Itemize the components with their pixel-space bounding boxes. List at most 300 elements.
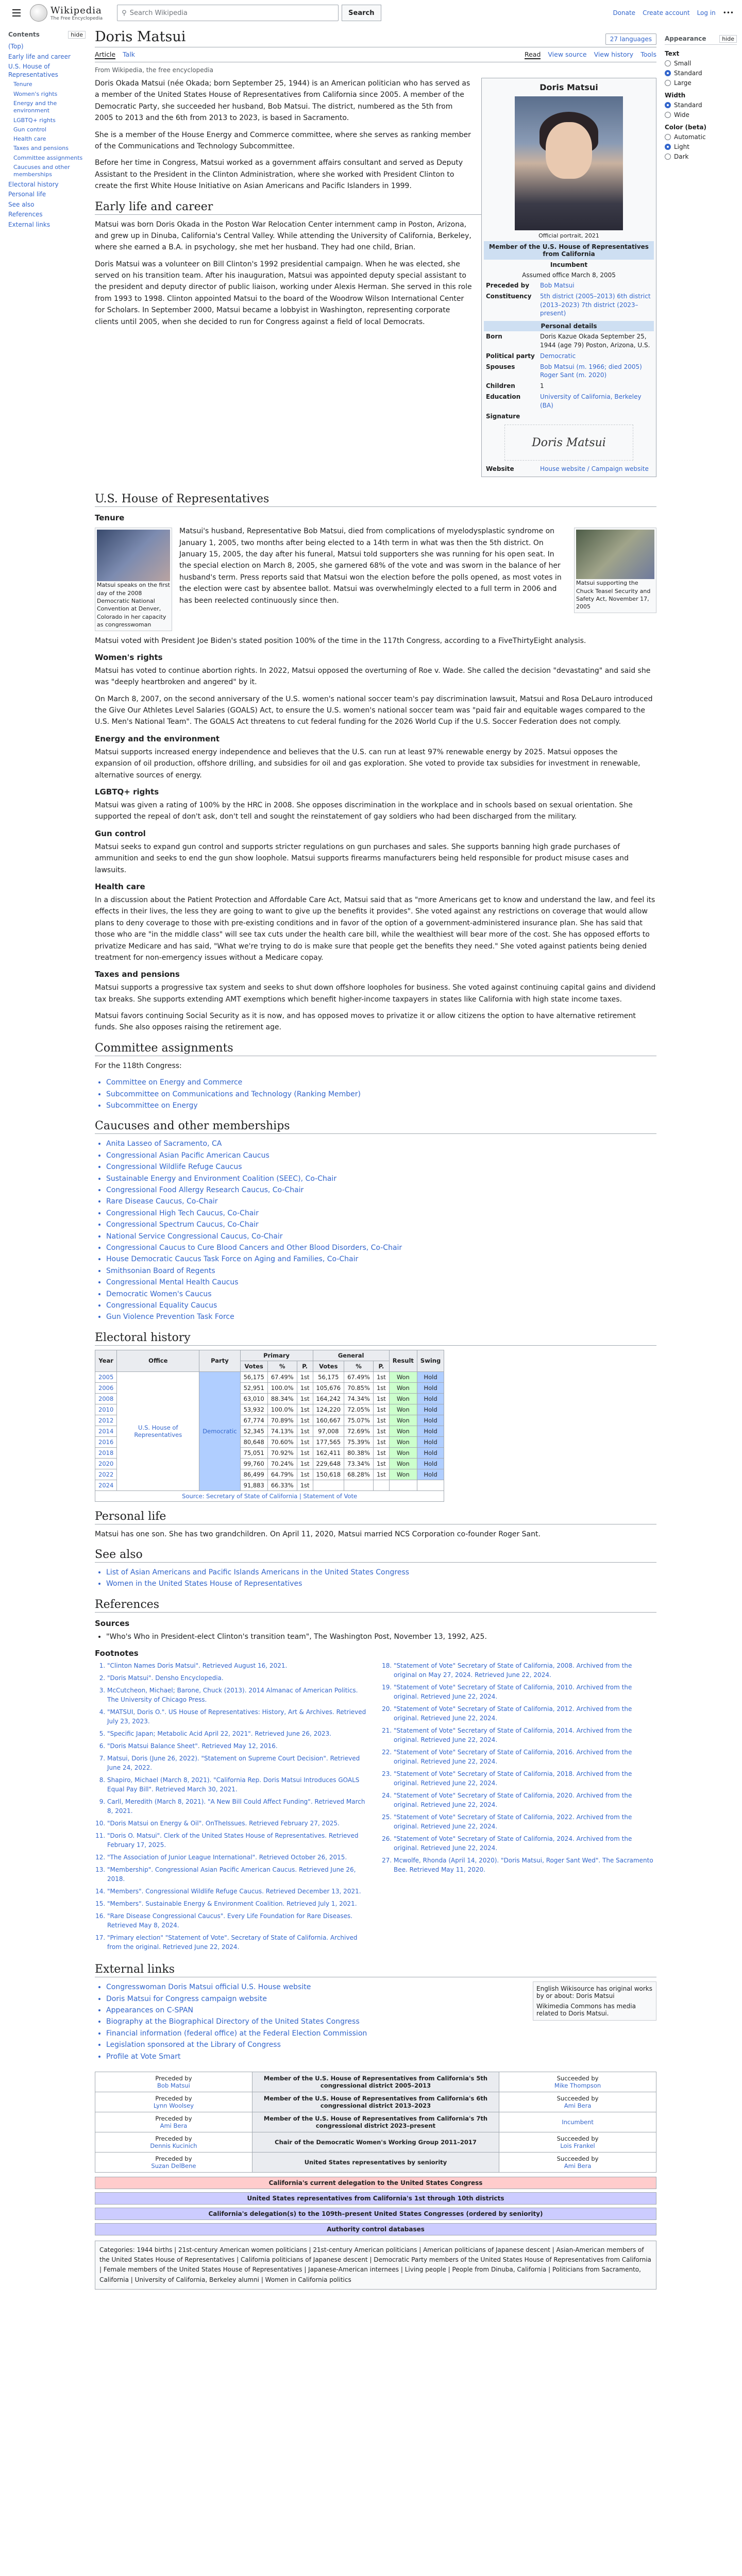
col-result: Result <box>389 1350 417 1371</box>
born-row: Born Doris Kazue Okada September 25, 1944 (age 79) Poston, Arizona, U.S. <box>486 333 650 349</box>
external-link-item[interactable]: • Biography at the Biographical Directory of the United States Congress <box>106 2016 656 2027</box>
col-sub: P. <box>297 1361 313 1371</box>
succession-next-link[interactable]: Ami Bera <box>564 2102 592 2109</box>
search-placeholder: Search Wikipedia <box>129 9 188 17</box>
signature-row: Signature <box>486 412 520 420</box>
footnote-item[interactable]: 11. "Doris O. Matsui". Clerk of the United States House of Representatives. Retrieved February 17, 2025. <box>107 1831 370 1850</box>
section-see-also: See also <box>95 1548 656 1563</box>
footnote-item[interactable]: 4. "MATSUI, Doris O.". US House of Representatives: History, Art & Archives. Retrieved July 23, 2023. <box>107 1707 370 1726</box>
cell: Won <box>389 1393 417 1404</box>
external-link-item[interactable]: • Legislation sponsored at the Library of Congress <box>106 2039 656 2050</box>
caucus-item[interactable]: • Democratic Women's Caucus <box>106 1289 656 1300</box>
cell: 53,932 <box>240 1404 267 1415</box>
languages-button[interactable]: 27 languages <box>605 33 656 45</box>
user-links <box>613 9 734 16</box>
footnote-item[interactable]: 8. Shapiro, Michael (March 8, 2021). "California Rep. Doris Matsui Introduces GOALS Equal Pay Bill". Retrieved March 30, 2021. <box>107 1775 370 1794</box>
cell: 74.13% <box>267 1426 297 1436</box>
text-small-option[interactable]: Small <box>665 60 737 67</box>
cell: Hold <box>417 1436 444 1447</box>
sources-heading: Sources <box>95 1618 130 1628</box>
toc-item[interactable]: Caucuses and other memberships <box>13 164 70 178</box>
footnote-item[interactable]: 18. "Statement of Vote" Secretary of State of California, 2008. Archived from the original on May 27, 2024. Retrieved June 22, 2024. <box>394 1661 656 1680</box>
cell: 1st <box>297 1447 313 1458</box>
personal-details-header: Personal details <box>484 321 654 331</box>
cell: 70.60% <box>267 1436 297 1447</box>
cell-year[interactable]: 2010 <box>95 1404 117 1415</box>
cell: 1st <box>373 1415 389 1426</box>
cell: 1st <box>373 1371 389 1382</box>
tenure-paragraph-1: Matsui's husband, Representative Bob Matsui, died from complications of myelodysplastic syndrome on January 1, 2005, two months after being elected to a 14th term in what was then the 5th district. On January 15, 2005, the day after his funeral, Matsui told supporters she was running for his open seat. In the special election on March 8, 2005, she garnered 68% of the vote and was sworn in the balance of her husband's term. Press reports said that Matsui won the election before the polls opened, as most votes in the election were cast by absentee ballot. Matsui was overwhelmingly elected to a full term in 2006 and has been reelected continuously since then. <box>179 527 562 605</box>
succession-next-link[interactable]: Ami Bera <box>564 2162 592 2170</box>
col-year: Year <box>95 1350 117 1371</box>
succession-mid: United States representatives by seniority <box>252 2152 499 2172</box>
cell: 88.34% <box>267 1393 297 1404</box>
section-taxes: Taxes and pensions <box>95 970 180 979</box>
width-standard-option[interactable]: Standard <box>665 101 737 109</box>
cell: 80,648 <box>240 1436 267 1447</box>
early-paragraph-2: Doris Matsui was a volunteer on Bill Clinton's 1992 presidential campaign. When he was elected, she served on his transition team. After his inauguration, Matsui was appointed deputy special assistant to the president and deputy director of public liaison, working under Alexis Herman. She served in this role from 1993 to 1998. Clinton appointed Matsui to the board of the Woodrow Wilson International Center for Scholars. In September 2000, Matsui became a lobbyist in Washington, representing corporate clients until 2005, when she decided to run for Congress against a field of local Democrats. <box>95 260 472 326</box>
main-menu-button[interactable] <box>8 5 25 21</box>
committee-item[interactable]: • Committee on Energy and Commerce <box>106 1077 656 1088</box>
succession-next-link[interactable]: Lois Frankel <box>560 2142 595 2149</box>
footnote-item[interactable]: 2. "Doris Matsui". Densho Encyclopedia. <box>107 1673 370 1683</box>
website-link[interactable]: House website / Campaign website <box>540 465 649 473</box>
toc-title: Contents <box>8 31 40 38</box>
tab-talk[interactable]: Talk <box>123 50 136 58</box>
see-also-item[interactable]: • Women in the United States House of Representatives <box>106 1578 656 1589</box>
caucus-item[interactable]: • Gun Violence Prevention Task Force <box>106 1311 656 1323</box>
footnotes-col-2 <box>381 1661 656 1955</box>
energy-paragraph: Matsui supports increased energy independence and believes that the U.S. can run at least 97% renewable energy by 2025. Matsui opposes the expansion of oil production, offshore drilling, and subsidies for oil and gas exploration. She voted to provide tax subsidies for investment in renewable, alternative sources of energy. <box>95 748 640 779</box>
cell: Hold <box>417 1426 444 1436</box>
footnote-item[interactable]: 22. "Statement of Vote" Secretary of State of California, 2016. Archived from the original. Retrieved June 22, 2024. <box>394 1748 656 1766</box>
tab-view-source[interactable]: View source <box>548 50 587 58</box>
section-gun-control: Gun control <box>95 828 146 838</box>
cell: 1st <box>297 1480 313 1490</box>
text-size-title: Text <box>665 50 680 57</box>
cell: 70.85% <box>344 1382 374 1393</box>
lgbt-paragraph: Matsui was given a rating of 100% by the HRC in 2008. She opposes discrimination in the workplace and in schools based on sexual orientation. She supported the repeal of don't ask, don't tell and sought the reinstatement of gay soldiers who had been discharged from the military. <box>95 801 633 821</box>
succession-row <box>95 2112 656 2132</box>
toc-item[interactable]: Energy and the environment <box>13 99 57 114</box>
footnote-item[interactable]: 26. "Statement of Vote" Secretary of State of California, 2024. Archived from the original. Retrieved June 22, 2024. <box>394 1834 656 1853</box>
table-of-contents <box>8 31 86 231</box>
toc-item[interactable]: U.S. House of Representatives <box>8 63 58 78</box>
wordmark: Wikipedia <box>50 5 102 16</box>
footnote-item[interactable]: 15. "Members". Sustainable Energy & Environment Coalition. Retrieved July 1, 2021. <box>107 1899 370 1908</box>
footnote-item[interactable]: 14. "Members". Congressional Wildlife Refuge Caucus. Retrieved December 13, 2021. <box>107 1887 370 1896</box>
cell-year[interactable]: 2014 <box>95 1426 117 1436</box>
cell: Won <box>389 1469 417 1480</box>
cell: 73.34% <box>344 1458 374 1469</box>
succession-row <box>95 2152 656 2172</box>
toc-item[interactable]: Health care <box>13 135 46 143</box>
article-content <box>95 29 656 2576</box>
personal-paragraph: Matsui has one son. She has two grandchildren. On April 11, 2020, Matsui married NCS Corporation co-founder Roger Sant. <box>95 1530 541 1538</box>
safety-act-figure <box>574 528 656 613</box>
table-source[interactable]: Source: Secretary of State of California | Statement of Vote <box>95 1490 444 1501</box>
cell: Hold <box>417 1404 444 1415</box>
external-link-item[interactable]: • Appearances on C-SPAN <box>106 2005 656 2016</box>
table-source-row <box>95 1490 444 1501</box>
text-standard-option[interactable]: Standard <box>665 70 737 77</box>
tagline: The Free Encyclopedia <box>50 15 103 21</box>
toc-item[interactable]: Personal life <box>8 191 46 198</box>
cell: Won <box>389 1382 417 1393</box>
cell: Won <box>389 1371 417 1382</box>
section-personal-life: Personal life <box>95 1510 656 1524</box>
cell-year[interactable]: 2022 <box>95 1469 117 1480</box>
tab-tools[interactable]: Tools <box>640 50 656 58</box>
col-swing: Swing <box>417 1350 444 1371</box>
see-also-item[interactable]: • List of Asian Americans and Pacific Islands Americans in the United States Congress <box>106 1567 656 1578</box>
create-account-link[interactable]: Create account <box>643 9 690 16</box>
site-sub: From Wikipedia, the free encyclopedia <box>95 66 213 74</box>
toc-item[interactable]: Gun control <box>13 126 47 133</box>
cell: 52,345 <box>240 1426 267 1436</box>
cell: 1st <box>297 1415 313 1426</box>
children-row: Children 1 <box>486 382 544 390</box>
section-references: References <box>95 1598 656 1613</box>
caucus-item[interactable]: • Anita Lasseo of Sacramento, CA <box>106 1138 656 1149</box>
width-wide-option[interactable]: Wide <box>665 111 737 118</box>
signature-image: Doris Matsui <box>504 425 633 461</box>
category-links[interactable]: Categories: 1944 births | 21st-century American women politicians | 21st-century American politicians | American politicians of Japanese descent | Asian-American members of the United States House of Representatives | California politicians of Japanese descent | Democratic Party members of the United States House of Representatives from California | Female members of the United States House of Representatives | Japanese-American internees | Living people | People from Dinuba, California | Politicians from Sacramento, California | University of California, Berkeley alumni | Women in California politics <box>95 2241 656 2290</box>
caucus-item[interactable]: • National Service Congressional Caucus, Co-Chair <box>106 1231 656 1242</box>
convention-caption: Matsui speaks on the first day of the 2008 Democratic National Convention at Denver, Colorado in her capacity as congresswoman <box>97 582 170 629</box>
cell: Hold <box>417 1447 444 1458</box>
navbox-title[interactable]: California's delegation(s) to the 109th–present United States Congresses (ordered by seniority) <box>95 2208 656 2219</box>
committee-item[interactable]: • Subcommittee on Energy <box>106 1100 656 1111</box>
cell <box>344 1480 374 1490</box>
cell: 86,499 <box>240 1469 267 1480</box>
cell: Hold <box>417 1371 444 1382</box>
incumbent-label: Incumbent <box>550 261 588 268</box>
cell: 1st <box>297 1393 313 1404</box>
cell: 124,220 <box>313 1404 344 1415</box>
cell: 56,175 <box>313 1371 344 1382</box>
succession-prev-link[interactable]: Bob Matsui <box>157 2081 190 2089</box>
caucus-item[interactable]: • Congressional Mental Health Caucus <box>106 1277 656 1288</box>
succession-mid: Member of the U.S. House of Representatives from California's 5th congressional district 2005–2013 <box>252 2072 499 2092</box>
cell-year[interactable]: 2024 <box>95 1480 117 1490</box>
footnote-item[interactable]: 10. "Doris Matsui on Energy & Oil". OnTheIssues. Retrieved February 27, 2025. <box>107 1819 370 1828</box>
cell: 1st <box>373 1382 389 1393</box>
cell <box>373 1480 389 1490</box>
caucus-item[interactable]: • Congressional Food Allergy Research Caucus, Co-Chair <box>106 1184 656 1196</box>
section-health-care: Health care <box>95 882 145 891</box>
caucus-item[interactable]: • Rare Disease Caucus, Co-Chair <box>106 1196 656 1207</box>
cell: 1st <box>373 1393 389 1404</box>
education-link[interactable]: University of California, Berkeley (BA) <box>540 393 642 409</box>
toc-item[interactable]: Women's rights <box>13 90 58 97</box>
color-light-option[interactable]: Light <box>665 143 737 150</box>
cell: 70.92% <box>267 1447 297 1458</box>
toc-item[interactable]: Tenure <box>13 81 32 88</box>
cell: 105,676 <box>313 1382 344 1393</box>
col-sub: P. <box>373 1361 389 1371</box>
section-footnotes: Footnotes <box>95 1649 139 1658</box>
convention-figure <box>95 528 172 631</box>
col-sub: Votes <box>240 1361 267 1371</box>
toc-item[interactable]: Early life and career <box>8 53 71 60</box>
cell: 63,010 <box>240 1393 267 1404</box>
cell: 164,242 <box>313 1393 344 1404</box>
succession-right: Succeeded by Ami Bera <box>499 2092 656 2112</box>
tab-article[interactable]: Article <box>95 50 116 58</box>
footnote-item[interactable]: 16. "Rare Disease Congressional Caucus". Every Life Foundation for Rare Diseases. Retrieved May 8, 2024. <box>107 1911 370 1930</box>
women-paragraph-1: Matsui has voted to continue abortion rights. In 2022, Matsui opposed the overturning of Roe v. Wade. She called the decision "devastating" and said she was "deeply heartbroken and angered" by it. <box>95 666 651 687</box>
gun-paragraph: Matsui seeks to expand gun control and supports stricter regulations on gun purchases and sales. She supports banning high grade purchases of ammunition and seeks to end the gun show loophole. Matsui supports firearms manufacturers being held responsible for product misuse cases and lawsuits. <box>95 842 629 874</box>
cell: Hold <box>417 1458 444 1469</box>
cell: 91,883 <box>240 1480 267 1490</box>
footnote-item[interactable]: 23. "Statement of Vote" Secretary of State of California, 2018. Archived from the original. Retrieved June 22, 2024. <box>394 1769 656 1788</box>
caucus-list <box>106 1138 656 1323</box>
website-row: Website House website / Campaign website <box>484 464 654 474</box>
safety-act-image[interactable] <box>576 530 654 579</box>
footnotes-col-1 <box>95 1661 370 1955</box>
tenure-paragraph-2: Matsui voted with President Joe Biden's stated position 100% of the time in the 117th Congress, according to a FiveThirtyEight analysis. <box>95 636 586 645</box>
portrait-image[interactable] <box>515 96 623 230</box>
safety-act-caption: Matsui supporting the Chuck Teasel Security and Safety Act, November 17, 2005 <box>576 580 651 611</box>
cell <box>313 1480 344 1490</box>
footnote-item[interactable]: 12. "The Association of Junior League International". Retrieved October 26, 2015. <box>107 1853 370 1862</box>
cell-year[interactable]: 2018 <box>95 1447 117 1458</box>
cell: 229,648 <box>313 1458 344 1469</box>
convention-image[interactable] <box>97 530 170 581</box>
cell: 52,951 <box>240 1382 267 1393</box>
succession-right: Succeeded by Lois Frankel <box>499 2132 656 2152</box>
toc-item[interactable]: See also <box>8 200 35 208</box>
cell: 75.39% <box>344 1436 374 1447</box>
committee-list <box>106 1077 656 1111</box>
external-link-item[interactable]: • Congresswoman Doris Matsui official U.S. House website <box>106 1981 656 1993</box>
text-large-option[interactable]: Large <box>665 79 737 87</box>
cell: 75,051 <box>240 1447 267 1458</box>
col-primary: Primary <box>240 1350 313 1361</box>
footnote-item[interactable]: 24. "Statement of Vote" Secretary of State of California, 2020. Archived from the original. Retrieved June 22, 2024. <box>394 1791 656 1809</box>
source-item[interactable]: • "Who's Who in President-elect Clinton's transition team", The Washington Post, November 13, 1992, A25. <box>106 1631 656 1642</box>
portrait-caption: Official portrait, 2021 <box>538 232 599 239</box>
globe-icon <box>30 4 47 22</box>
appearance-panel <box>665 31 737 163</box>
caucus-item[interactable]: • Congressional Asian Pacific American Caucus <box>106 1150 656 1161</box>
toc-item[interactable]: Taxes and pensions <box>13 145 69 152</box>
party-link[interactable]: Democratic <box>540 352 576 360</box>
cell: 100.0% <box>267 1404 297 1415</box>
toc-item[interactable]: References <box>8 211 43 218</box>
cell: Won <box>389 1458 417 1469</box>
section-lgbt: LGBTQ+ rights <box>95 787 159 797</box>
footnote-item[interactable]: 20. "Statement of Vote" Secretary of State of California, 2012. Archived from the original. Retrieved June 22, 2024. <box>394 1704 656 1723</box>
color-dark-option[interactable]: Dark <box>665 153 737 160</box>
early-paragraph-1: Matsui was born Doris Okada in the Poston War Relocation Center internment camp in Poston, Arizona, and grew up in Dinuba, California's Central Valley. While attending the University of California, Berkeley, where she earned a B.A. in psychology, she met her husband. They had one child, Brian. <box>95 220 471 252</box>
caucus-item[interactable]: • Congressional Wildlife Refuge Caucus <box>106 1161 656 1173</box>
cell: Hold <box>417 1382 444 1393</box>
caucus-item[interactable]: • Congressional Caucus to Cure Blood Cancers and Other Blood Disorders, Co-Chair <box>106 1242 656 1253</box>
cell-year[interactable]: 2008 <box>95 1393 117 1404</box>
toc-item[interactable]: Electoral history <box>8 180 59 188</box>
col-office: Office <box>117 1350 199 1371</box>
appearance-hide-button[interactable]: hide <box>719 35 737 43</box>
section-womens-rights: Women's rights <box>95 652 163 662</box>
section-house: U.S. House of Representatives <box>95 493 656 507</box>
succession-prev-link[interactable]: Lynn Woolsey <box>153 2102 194 2109</box>
footnote-item[interactable]: 27. Mcwolfe, Rhonda (April 14, 2020). "Doris Matsui, Roger Sant Wed". The Sacramento Bee. Retrieved May 11, 2020. <box>394 1856 656 1874</box>
cell: 162,411 <box>313 1447 344 1458</box>
section-tenure: Tenure <box>95 513 125 523</box>
navbox-title[interactable]: Authority control databases <box>95 2224 656 2235</box>
cell: 1st <box>373 1447 389 1458</box>
footnote-item[interactable]: 25. "Statement of Vote" Secretary of State of California, 2022. Archived from the original. Retrieved June 22, 2024. <box>394 1812 656 1831</box>
succession-right: Succeeded by Ami Bera <box>499 2152 656 2172</box>
taxes-paragraph-2: Matsui favors continuing Social Security as it is now, and has opposed moves to privatize it or allow citizens the option to have alternative retirement funds. She also opposes raising the retirement age. <box>95 1012 636 1032</box>
external-link-item[interactable]: • Financial information (federal office) at the Federal Election Commission <box>106 2028 656 2039</box>
cell <box>389 1480 417 1490</box>
toc-list <box>8 43 86 229</box>
cell: 70.89% <box>267 1415 297 1426</box>
cell: 1st <box>297 1469 313 1480</box>
cell-year[interactable]: 2006 <box>95 1382 117 1393</box>
search-button[interactable]: Search <box>342 5 381 21</box>
cell: 75.07% <box>344 1415 374 1426</box>
cell: 1st <box>297 1458 313 1469</box>
login-link[interactable]: Log in <box>697 9 716 16</box>
succession-next-link[interactable]: Mike Thompson <box>554 2081 601 2089</box>
color-automatic-option[interactable]: Automatic <box>665 133 737 141</box>
spouses-row: Spouses Bob Matsui (m. 1966; died 2005) Roger Sant (m. 2020) <box>486 363 642 379</box>
cell-year[interactable]: 2005 <box>95 1371 117 1382</box>
preceded-row: Preceded by Bob Matsui <box>484 280 654 291</box>
succession-row <box>95 2132 656 2152</box>
party-row: Political party Democratic <box>484 351 654 362</box>
succession-prev-link[interactable]: Dennis Kucinich <box>150 2142 197 2149</box>
cell: 1st <box>297 1371 313 1382</box>
succession-left: Preceded by Ami Bera <box>95 2112 252 2132</box>
section-energy: Energy and the environment <box>95 734 220 743</box>
succession-left: Preceded by Bob Matsui <box>95 2072 252 2092</box>
infobox-title: Doris Matsui <box>539 82 598 92</box>
donate-link[interactable]: Donate <box>613 9 636 16</box>
preceded-link[interactable]: Bob Matsui <box>540 282 575 289</box>
navbox-title[interactable]: California's current delegation to the United States Congress <box>95 2177 656 2189</box>
succession-box <box>95 2072 656 2173</box>
footnote-item[interactable]: 6. "Doris Matsui Balance Sheet". Retrieved May 12, 2016. <box>107 1741 370 1751</box>
external-link-item[interactable]: • Profile at Vote Smart <box>106 2051 656 2062</box>
cell: 66.33% <box>267 1480 297 1490</box>
cell-party[interactable]: Democratic <box>199 1371 240 1490</box>
infobox <box>481 78 656 477</box>
cell: 67.49% <box>344 1371 374 1382</box>
wikisource-note[interactable]: English Wikisource has original works by or about: Doris Matsui <box>536 1985 653 2000</box>
footnote-item[interactable]: 3. McCutcheon, Michael; Barone, Chuck (2013). 2014 Almanac of American Politics. The University of Chicago Press. <box>107 1686 370 1704</box>
footnote-item[interactable]: 9. Carll, Meredith (March 8, 2021). "A New Bill Could Affect Funding". Retrieved March 8, 2021. <box>107 1797 370 1816</box>
electoral-history-table <box>95 1350 444 1502</box>
navbox <box>95 2177 656 2189</box>
color-title: Color (beta) <box>665 124 707 131</box>
succession-right: Succeeded by Mike Thompson <box>499 2072 656 2092</box>
wikipedia-logo[interactable] <box>30 4 103 22</box>
succession-prev-link[interactable]: Suzan DelBene <box>151 2162 196 2170</box>
cell: 1st <box>373 1469 389 1480</box>
cell: 67,774 <box>240 1415 267 1426</box>
footnote-item[interactable]: 19. "Statement of Vote" Secretary of State of California, 2010. Archived from the original. Retrieved June 22, 2024. <box>394 1683 656 1701</box>
tab-view-history[interactable]: View history <box>594 50 634 58</box>
table-row <box>95 1371 444 1382</box>
cell: 1st <box>297 1426 313 1436</box>
caucus-item[interactable]: • Smithsonian Board of Regents <box>106 1265 656 1277</box>
cell-office[interactable]: U.S. House of Representatives <box>117 1371 199 1490</box>
caucus-item[interactable]: • Congressional Spectrum Caucus, Co-Chair <box>106 1219 656 1230</box>
cell: 70.24% <box>267 1458 297 1469</box>
footnote-item[interactable]: 5. "Specific Japan; Metabolic Acid April 22, 2021". Retrieved June 26, 2023. <box>107 1729 370 1738</box>
footnote-item[interactable]: 7. Matsui, Doris (June 26, 2022). "Statement on Supreme Court Decision". Retrieved June 24, 2022. <box>107 1754 370 1772</box>
women-paragraph-2: On March 8, 2007, on the second anniversary of the U.S. women's national soccer team's pay discrimination lawsuit, Matsui and Rosa DeLauro introduced the Give Our Athletes Level Salaries (GOALS) Act, to ensure the U.S. women's national soccer team was "paid fair and equitable wages compared to the U.S. Men's National Team". The GOALS Act threatens to cut federal funding for the 2026 World Cup if the U.S. Soccer Federation does not comply. <box>95 694 653 726</box>
cell: 1st <box>297 1404 313 1415</box>
external-link-item[interactable]: • Doris Matsui for Congress campaign website <box>106 1993 656 2005</box>
toc-item[interactable]: (Top) <box>8 43 24 50</box>
assumed-office: Assumed office March 8, 2005 <box>522 272 616 279</box>
cell: 74.34% <box>344 1393 374 1404</box>
footnotes-columns <box>95 1661 656 1955</box>
footnote-item[interactable]: 1. "Clinton Names Doris Matsui". Retrieved August 16, 2021. <box>107 1661 370 1670</box>
more-options-icon[interactable]: ••• <box>722 9 734 16</box>
cell: 80.38% <box>344 1447 374 1458</box>
section-external-links: External links <box>95 1963 656 1977</box>
tab-read[interactable]: Read <box>524 50 541 58</box>
navbox <box>95 2223 656 2235</box>
succession-prev-link[interactable]: Ami Bera <box>160 2122 188 2129</box>
education-row: Education University of California, Berkeley (BA) <box>484 392 654 411</box>
toc-item[interactable]: External links <box>8 221 50 229</box>
succession-next-link[interactable]: Incumbent <box>562 2118 594 2126</box>
cell: 72.05% <box>344 1404 374 1415</box>
cell: 67.49% <box>267 1371 297 1382</box>
toc-hide-button[interactable]: hide <box>68 31 86 39</box>
caucus-item[interactable]: • Sustainable Energy and Environment Coalition (SEEC), Co-Chair <box>106 1173 656 1184</box>
search-input[interactable] <box>117 5 339 21</box>
caucus-item[interactable]: • Congressional High Tech Caucus, Co-Chair <box>106 1208 656 1219</box>
cell: Won <box>389 1415 417 1426</box>
cell: 68.28% <box>344 1469 374 1480</box>
footnote-item[interactable]: 13. "Membership". Congressional Asian Pacific American Caucus. Retrieved June 26, 2018. <box>107 1865 370 1884</box>
succession-right <box>499 2112 656 2132</box>
cell: 1st <box>373 1436 389 1447</box>
page-tabs <box>95 47 656 62</box>
navbox-title[interactable]: United States representatives from California's 1st through 10th districts <box>95 2193 656 2204</box>
section-early-life: Early life and career <box>95 200 656 215</box>
footnote-item[interactable]: 17. "Primary election" "Statement of Vote". Secretary of State of California. Archived from the original. Retrieved June 22, 2024. <box>107 1933 370 1952</box>
footnote-item[interactable]: 21. "Statement of Vote" Secretary of State of California, 2014. Archived from the original. Retrieved June 22, 2024. <box>394 1726 656 1744</box>
taxes-paragraph-1: Matsui supports a progressive tax system and seeks to shut down offshore loopholes for business. She voted against continuing capital gains and dividend tax breaks. She supports extending AMT exemptions which benefit higher-income taxpayers in states like California with high state income taxes. <box>95 984 656 1004</box>
cell: 1st <box>297 1382 313 1393</box>
caucus-item[interactable]: • Congressional Equality Caucus <box>106 1300 656 1311</box>
succession-row <box>95 2072 656 2092</box>
toc-item[interactable]: LGBTQ+ rights <box>13 116 56 124</box>
cell-year[interactable]: 2012 <box>95 1415 117 1426</box>
cell: 100.0% <box>267 1382 297 1393</box>
succession-row <box>95 2092 656 2112</box>
caucus-item[interactable]: • House Democratic Caucus Task Force on Aging and Families, Co-Chair <box>106 1253 656 1265</box>
committee-item[interactable]: • Subcommittee on Communications and Technology (Ranking Member) <box>106 1089 656 1100</box>
sister-project-box <box>533 1981 656 2021</box>
commons-note[interactable]: Wikimedia Commons has media related to Doris Matsui. <box>536 2003 636 2018</box>
page-header <box>0 0 742 26</box>
toc-item[interactable]: Committee assignments <box>13 154 83 161</box>
col-party: Party <box>199 1350 240 1371</box>
cell-year[interactable]: 2016 <box>95 1436 117 1447</box>
cell-year[interactable]: 2020 <box>95 1458 117 1469</box>
